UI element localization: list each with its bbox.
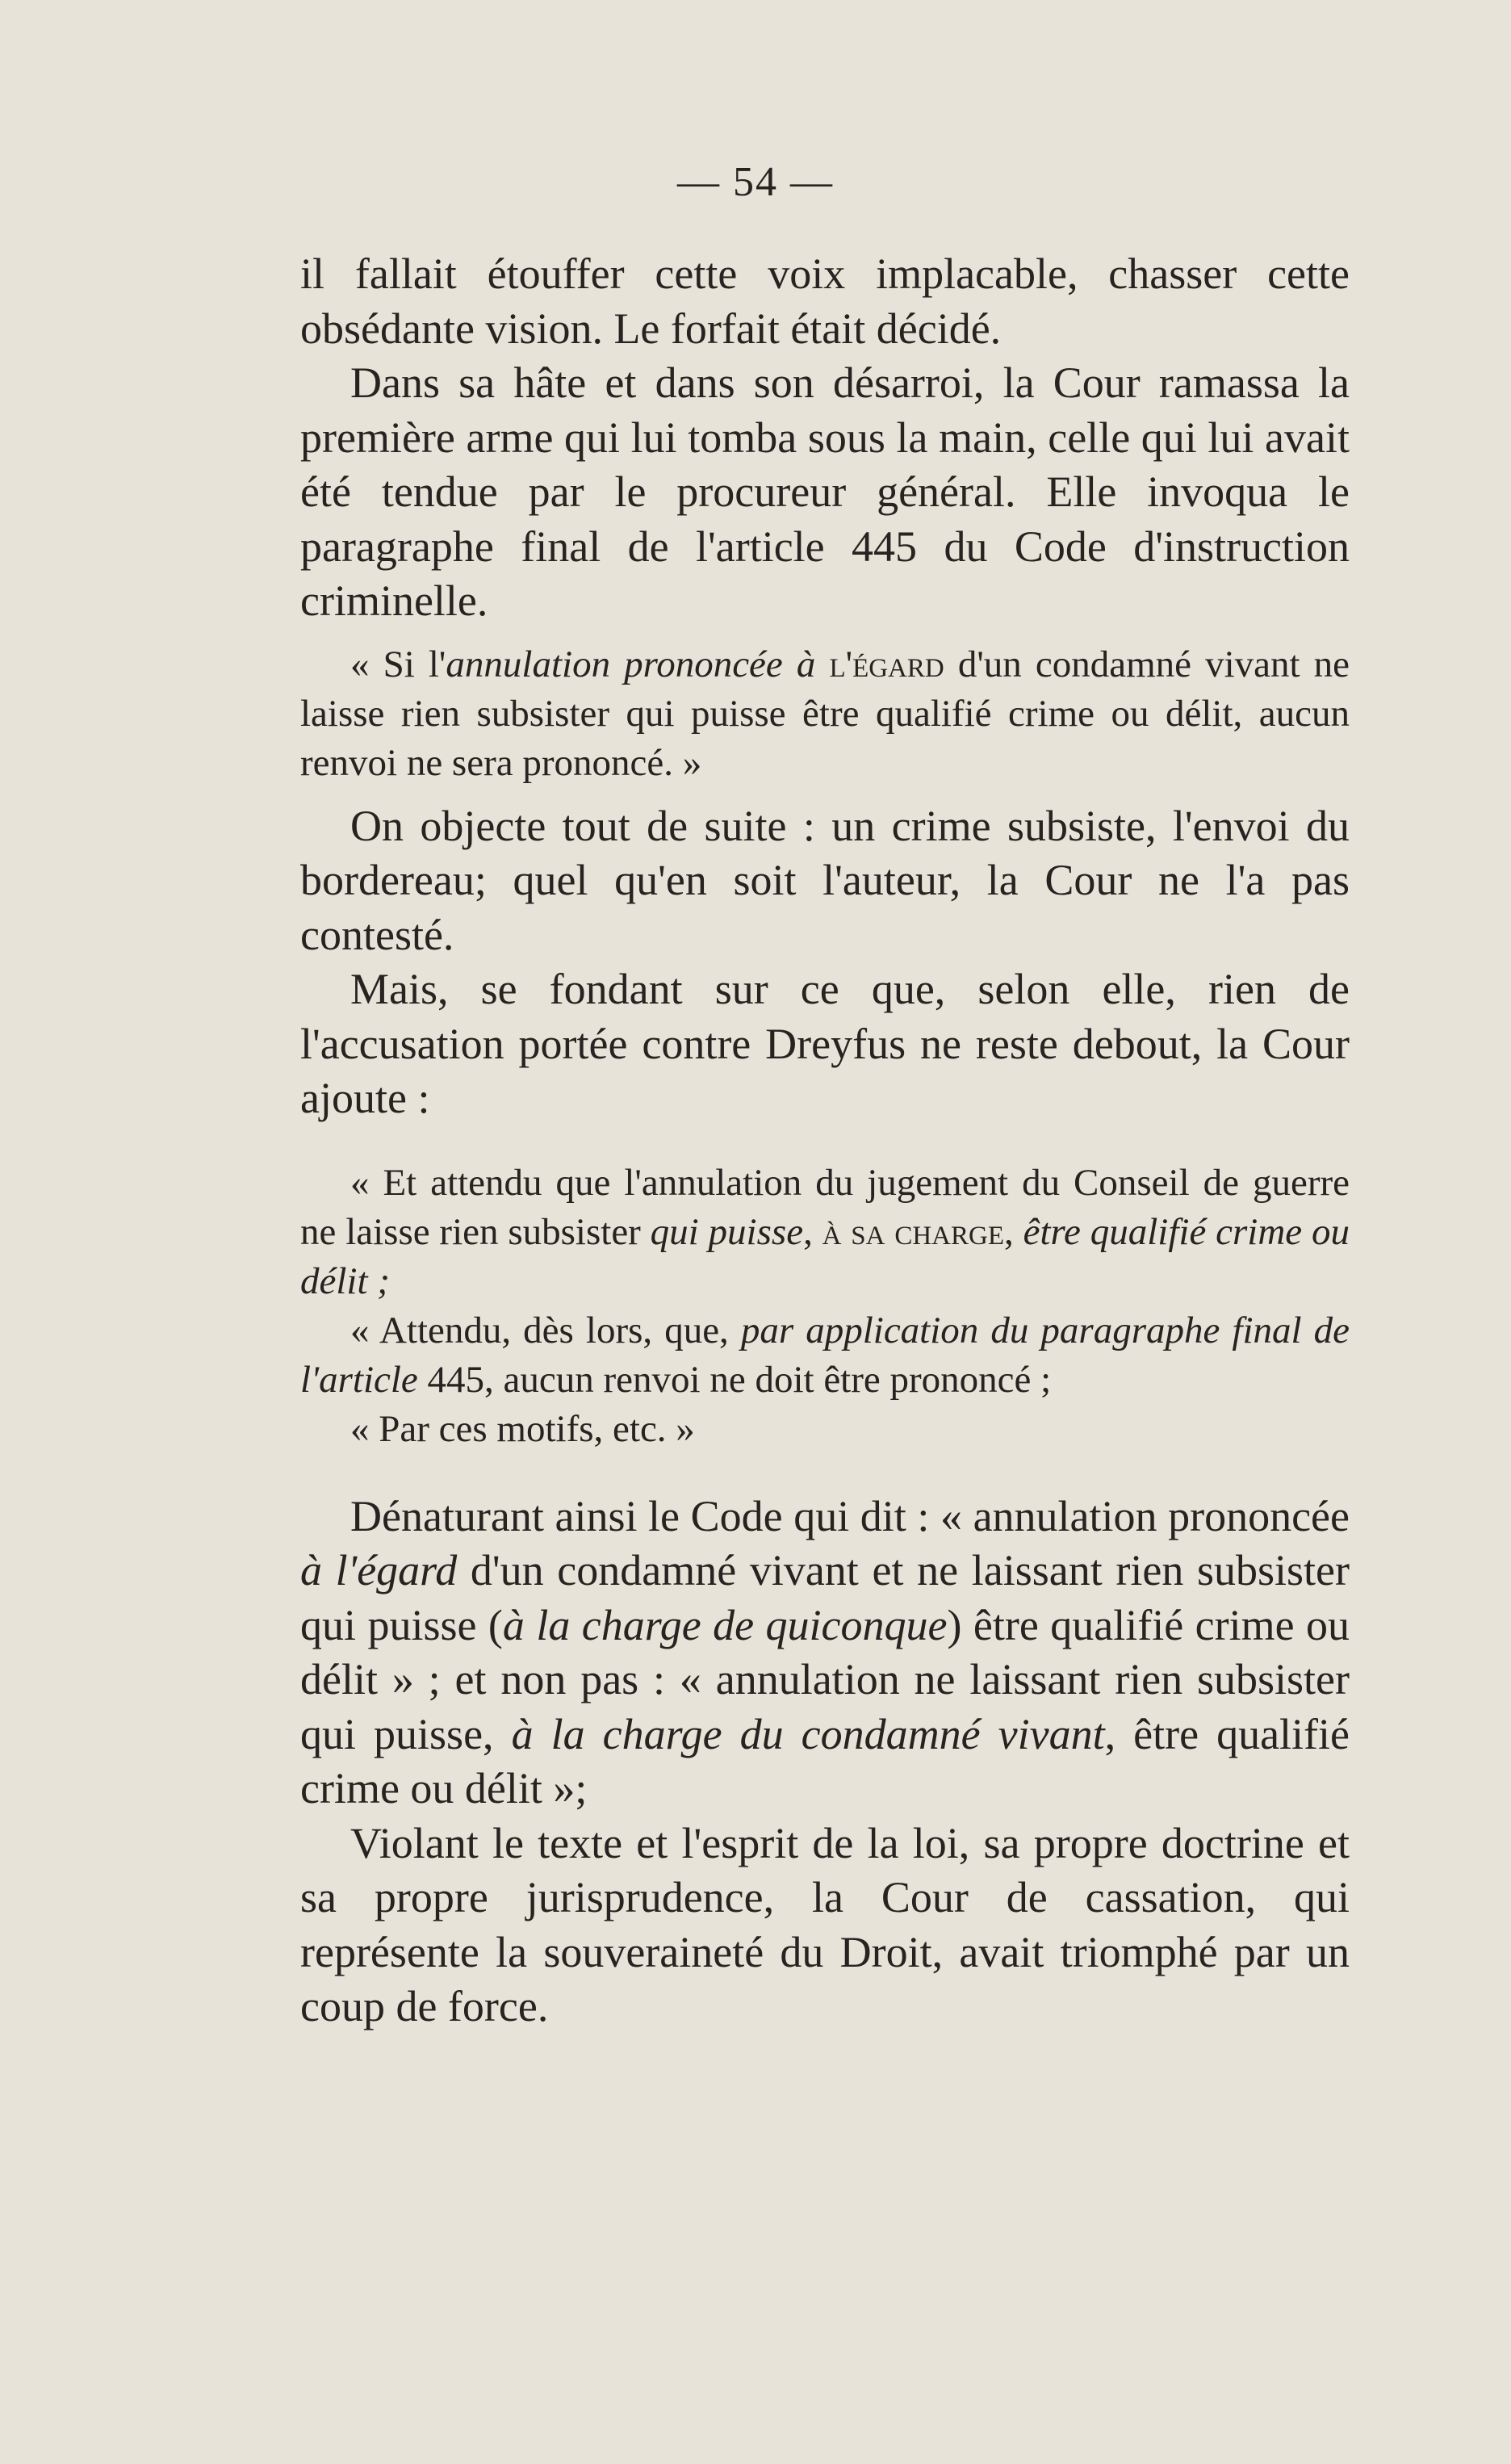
paragraph-court-adds: Mais, se fondant sur ce que, selon elle, rien de l'accusation portée contre Dreyfus ne reste debout, la Cour ajoute : [300,965,1350,1122]
paragraph-continued: il fallait étouffer cette voix implacable, chasser cette obsédante vision. Le forfait était décidé. [300,249,1350,353]
paragraph-violant: Violant le texte et l'esprit de la loi, sa propre doctrine et sa propre jurisprudence, la Cour de cassation, qui représente la souveraineté du Droit, avait triomphé par un coup de force. [300,1818,1350,2030]
quote-motifs: « Par ces motifs, etc. » [350,1407,695,1450]
quote-article-445: « Si l'annulation prononcée à l'égard d'un condamné vivant ne laisse rien subsister qui puisse être qualifié crime ou délit, aucun renvoi ne sera prononcé. » [300,643,1350,784]
paragraph-objection: On objecte tout de suite : un crime subsiste, l'envoi du bordereau; quel qu'en soit l'auteur, la Cour ne l'a pas contesté. [300,801,1350,959]
page-number: — 54 — [677,159,834,205]
paragraph-denaturant: Dénaturant ainsi le Code qui dit : « annulation prononcée à l'égard d'un condamné vivant et ne laissant rien subsister qui puisse (à la charge de quiconque) être qualifié crime ou délit » ; et non pas : « annulation ne laissant rien subsister qui puisse, à la charge du condamné vivant, être qualifié crime ou délit »; [300,1491,1350,1812]
page-body [300,247,1350,2034]
paragraph-court-weapon: Dans sa hâte et dans son désarroi, la Cour ramassa la première arme qui lui tomba sous la main, celle qui lui avait été tendue par le procureur général. Elle invoqua le paragraphe final de l'article 445 du Code d'instruction criminelle. [300,358,1350,625]
quote-attendu-2: « Attendu, dès lors, que, par application du paragraphe final de l'article 445, aucun renvoi ne doit être prononcé ; [300,1309,1350,1401]
quote-attendu-1: « Et attendu que l'annulation du jugement du Conseil de guerre ne laisse rien subsister qui puisse, à sa charge, être qualifié crime ou délit ; [300,1161,1350,1302]
